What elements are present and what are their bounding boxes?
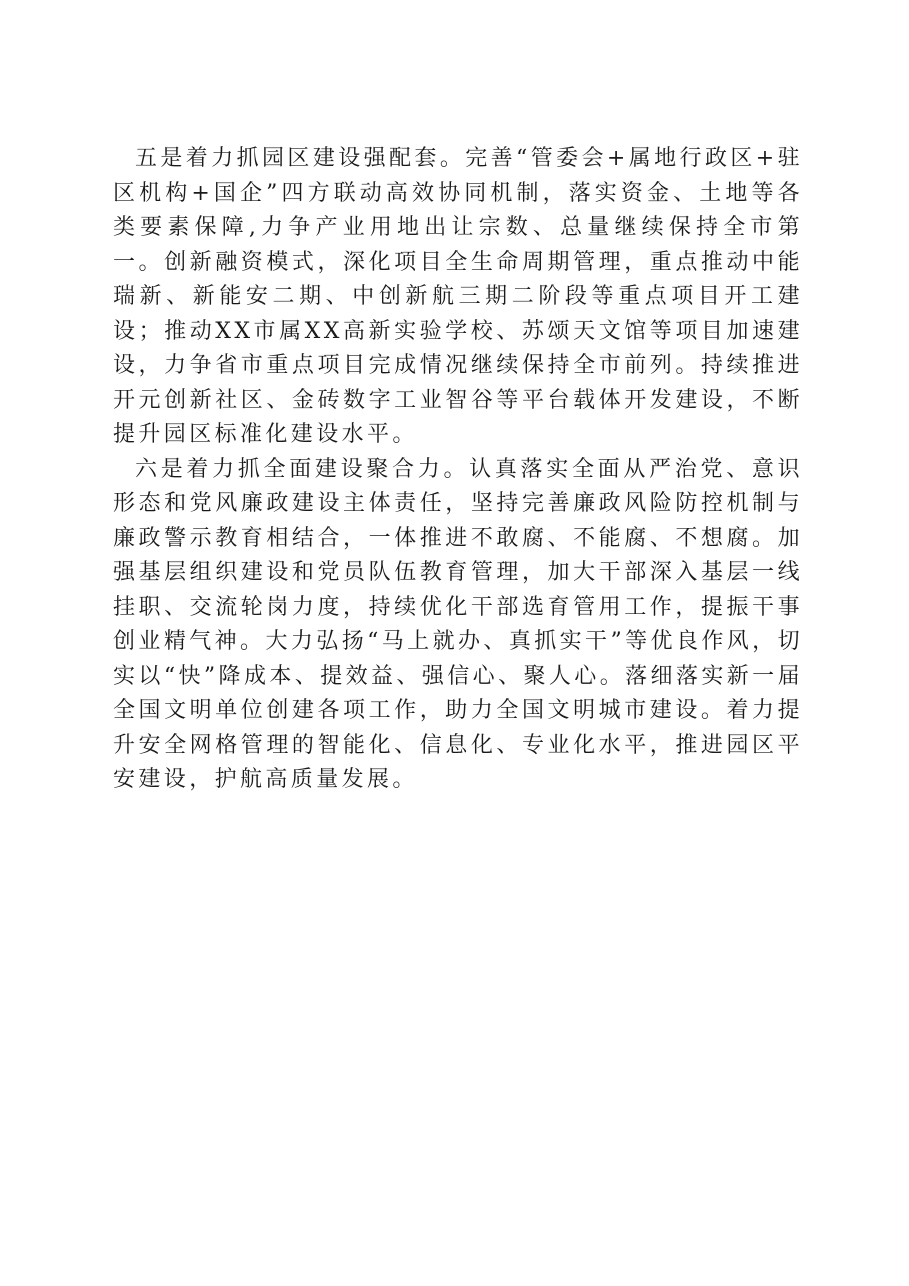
paragraph-section-six: 六是着力抓全面建设聚合力。认真落实全面从严治党、意识形态和党风廉政建设主体责任，坚持完善廉政风险防控机制与廉政警示教育相结合，一体推进不敢腐、不能腐、不想腐。加强基层组织建设和党员队伍教育管理，加大干部深入基层一线挂职、交流轮岗力度，持续优化干部选育管用工作，提振干事创业精气神。大力弘扬“马上就办、真抓实干”等优良作风，切实以“快”降成本、提效益、强信心、聚人心。落细落实新一届全国文明单位创建各项工作，助力全国文明城市建设。着力提升安全网格管理的智能化、信息化、专业化水平，推进园区平安建设，护航高质量发展。 <box>113 456 803 792</box>
paragraph-section-five: 五是着力抓园区建设强配套。完善“管委会+属地行政区+驻区机构+国企”四方联动高效协同机制，落实资金、土地等各类要素保障,力争产业用地出让宗数、总量继续保持全市第一。创新融资模式，深化项目全生命周期管理，重点推动中能瑞新、新能安二期、中创新航三期二阶段等重点项目开工建设；推动XX市属XX高新实验学校、苏颂天文馆等项目加速建设，力争省市重点项目完成情况继续保持全市前列。持续推进开元创新社区、金砖数字工业智谷等平台载体开发建设，不断提升园区标准化建设水平。 <box>113 146 803 447</box>
document-body <box>113 142 803 798</box>
